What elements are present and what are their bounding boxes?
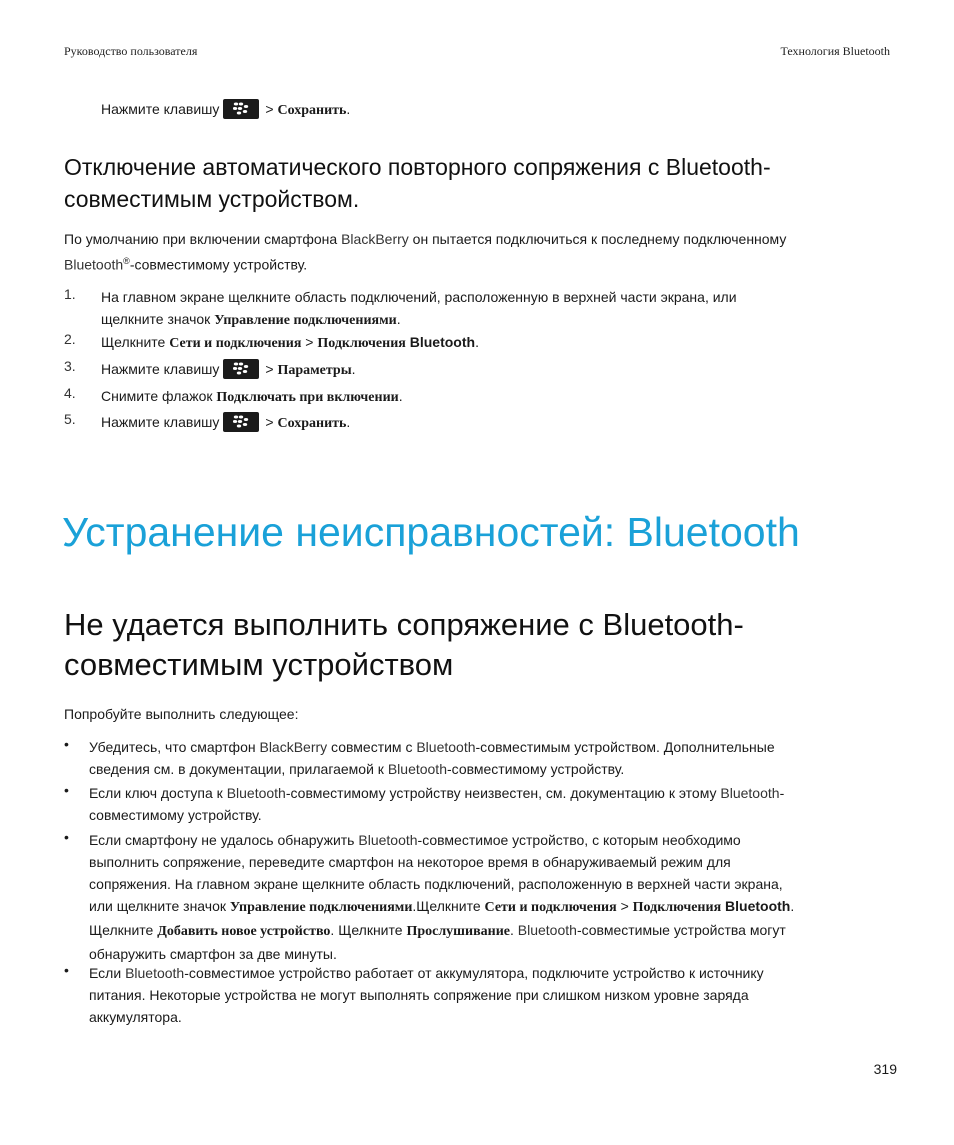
step-3 xyxy=(101,358,356,382)
b3-l4e: > xyxy=(616,898,633,914)
step-number: 4. xyxy=(64,385,76,401)
b3-l1a: Если смартфону не удалось обнаружить xyxy=(89,832,359,848)
step-2 xyxy=(101,331,479,355)
b3-l6: обнаружить смартфон за две минуты. xyxy=(89,946,337,962)
top-step xyxy=(101,98,350,122)
intro-text-3: -совместимому устройству. xyxy=(129,256,308,273)
bullet-item-4 xyxy=(89,962,899,1028)
intro-text-1: По умолчанию при включении смартфона xyxy=(64,231,342,247)
step-separator: > xyxy=(265,101,274,117)
section2-title-line2: совместимым устройством xyxy=(64,647,454,682)
b3-l5c: . Щелкните xyxy=(330,922,407,938)
save-label: Сохранить xyxy=(277,416,347,431)
b4-b: -совместимое устройство работает от аккумулятора, подключите устройство к источнику xyxy=(184,965,764,981)
step-2-text: Щелкните xyxy=(101,334,170,350)
step-3-prefix: Нажмите клавишу xyxy=(101,361,220,377)
step-action: Сохранить xyxy=(277,103,347,118)
section2-title-line1: Не удается выполнить сопряжение с Bluetooth- xyxy=(64,607,744,642)
b2-bt2: Bluetooth xyxy=(720,785,780,801)
b1-b: совместим с xyxy=(327,739,417,755)
chapter-title: Устранение неисправностей: Bluetooth xyxy=(62,509,800,555)
section2-intro: Попробуйте выполнить следующее: xyxy=(64,706,299,722)
section1-title-line2: совместимым устройством. xyxy=(64,186,360,212)
b2-a: Если ключ доступа к xyxy=(89,785,227,801)
manage-connections-label: Управление подключениями xyxy=(214,313,397,328)
b2-d: совместимому устройству. xyxy=(89,807,262,823)
step-5 xyxy=(101,411,350,435)
b3-manage-connections: Управление подключениями xyxy=(229,900,413,915)
b3-l4a: или щелкните значок xyxy=(89,898,230,914)
intro-brand: BlackBerry xyxy=(341,231,409,247)
options-label: Параметры xyxy=(277,363,352,378)
step-number: 1. xyxy=(64,286,76,302)
b3-bluetooth: Bluetooth xyxy=(721,898,791,914)
step-number: 5. xyxy=(64,411,76,427)
b3-connections: Подключения xyxy=(632,900,722,915)
step-5-prefix: Нажмите клавишу xyxy=(101,414,220,430)
step-number: 2. xyxy=(64,331,76,347)
blackberry-menu-key-icon xyxy=(223,359,259,379)
running-header-right: Технология Bluetooth xyxy=(780,44,890,58)
registered-mark: ® xyxy=(123,256,130,266)
b3-l5e: . xyxy=(509,922,518,938)
intro-text-2: он пытается подключиться к последнему подключенному xyxy=(408,231,787,247)
b2-b: -совместимому устройству неизвестен, см. документацию к этому xyxy=(285,785,721,801)
b4-c: питания. Некоторые устройства не могут выполнять сопряжение при слишком низком уровне заряда xyxy=(89,987,749,1003)
blackberry-menu-key-icon xyxy=(223,412,259,432)
b1-brand: BlackBerry xyxy=(259,739,328,755)
b2-c: - xyxy=(779,785,785,801)
step-3-sep: > xyxy=(265,361,274,377)
connections-label: Подключения xyxy=(317,336,406,351)
b1-bt: Bluetooth xyxy=(416,739,476,755)
b3-networks: Сети и подключения xyxy=(484,900,617,915)
step-4 xyxy=(101,385,403,409)
step-5-sep: > xyxy=(265,414,274,430)
b4-bt: Bluetooth xyxy=(125,965,185,981)
b1-a: Убедитесь, что смартфон xyxy=(89,739,260,755)
step-1-line2: щелкните значок xyxy=(101,311,215,327)
intro-bluetooth: Bluetooth xyxy=(64,256,124,273)
section1-intro xyxy=(64,228,894,276)
bullet-icon: • xyxy=(64,736,69,752)
b3-l5f: -совместимые устройства могут xyxy=(576,922,786,938)
b3-l4c: .Щелкните xyxy=(412,898,485,914)
bluetooth-label: Bluetooth xyxy=(405,334,476,350)
bullet-icon: • xyxy=(64,829,69,845)
step-2-sep: > xyxy=(301,334,318,350)
b4-a: Если xyxy=(89,965,126,981)
step-4-end: . xyxy=(398,388,403,404)
bullet-item-1 xyxy=(89,736,889,780)
section1-title-line1: Отключение автоматического повторного сопряжения с Bluetooth- xyxy=(64,154,771,180)
b1-e: -совместимому устройству. xyxy=(447,761,625,777)
section1-heading xyxy=(64,151,894,215)
b3-listen: Прослушивание xyxy=(406,924,510,939)
b3-l1b: -совместимое устройство, с которым необходимо xyxy=(417,832,741,848)
b2-bt: Bluetooth xyxy=(226,785,286,801)
step-prefix: Нажмите клавишу xyxy=(101,101,220,117)
step-5-end: . xyxy=(346,414,351,430)
step-1-line1: На главном экране щелкните область подключений, расположенную в верхней части экрана, или xyxy=(101,289,737,305)
b3-l5a: Щелкните xyxy=(89,922,158,938)
page-number: 319 xyxy=(873,1061,897,1077)
step-1 xyxy=(101,286,891,332)
step-1-end: . xyxy=(396,311,401,327)
chapter-heading xyxy=(62,508,922,556)
networks-connections-label: Сети и подключения xyxy=(169,336,302,351)
blackberry-menu-key-icon xyxy=(223,99,259,119)
b1-c: -совместимым устройством. Дополнительные xyxy=(475,739,775,755)
section2-heading xyxy=(64,605,924,685)
b3-bt2: Bluetooth xyxy=(517,922,577,938)
step-3-end: . xyxy=(351,361,356,377)
connect-on-startup-label: Подключать при включении xyxy=(216,390,399,405)
step-number: 3. xyxy=(64,358,76,374)
b3-bt: Bluetooth xyxy=(358,832,418,848)
bullet-icon: • xyxy=(64,962,69,978)
step-2-end: . xyxy=(475,334,479,350)
b4-d: аккумулятора. xyxy=(89,1009,182,1025)
step-end: . xyxy=(346,101,351,117)
b3-l4h: . xyxy=(790,898,795,914)
b3-add-device: Добавить новое устройство xyxy=(157,924,331,939)
step-4-text: Снимите флажок xyxy=(101,388,217,404)
running-header-left: Руководство пользователя xyxy=(64,44,198,58)
bullet-icon: • xyxy=(64,782,69,798)
b3-l3: сопряжения. На главном экране щелкните область подключений, расположенную в верхней части экрана, xyxy=(89,876,783,892)
bullet-item-3 xyxy=(89,829,899,965)
bullet-item-2 xyxy=(89,782,889,826)
b1-d: сведения см. в документации, прилагаемой к xyxy=(89,761,388,777)
b1-bt2: Bluetooth xyxy=(387,761,447,777)
b3-l2: выполнить сопряжение, переведите смартфон на некоторое время в обнаруживаемый режим для xyxy=(89,854,731,870)
